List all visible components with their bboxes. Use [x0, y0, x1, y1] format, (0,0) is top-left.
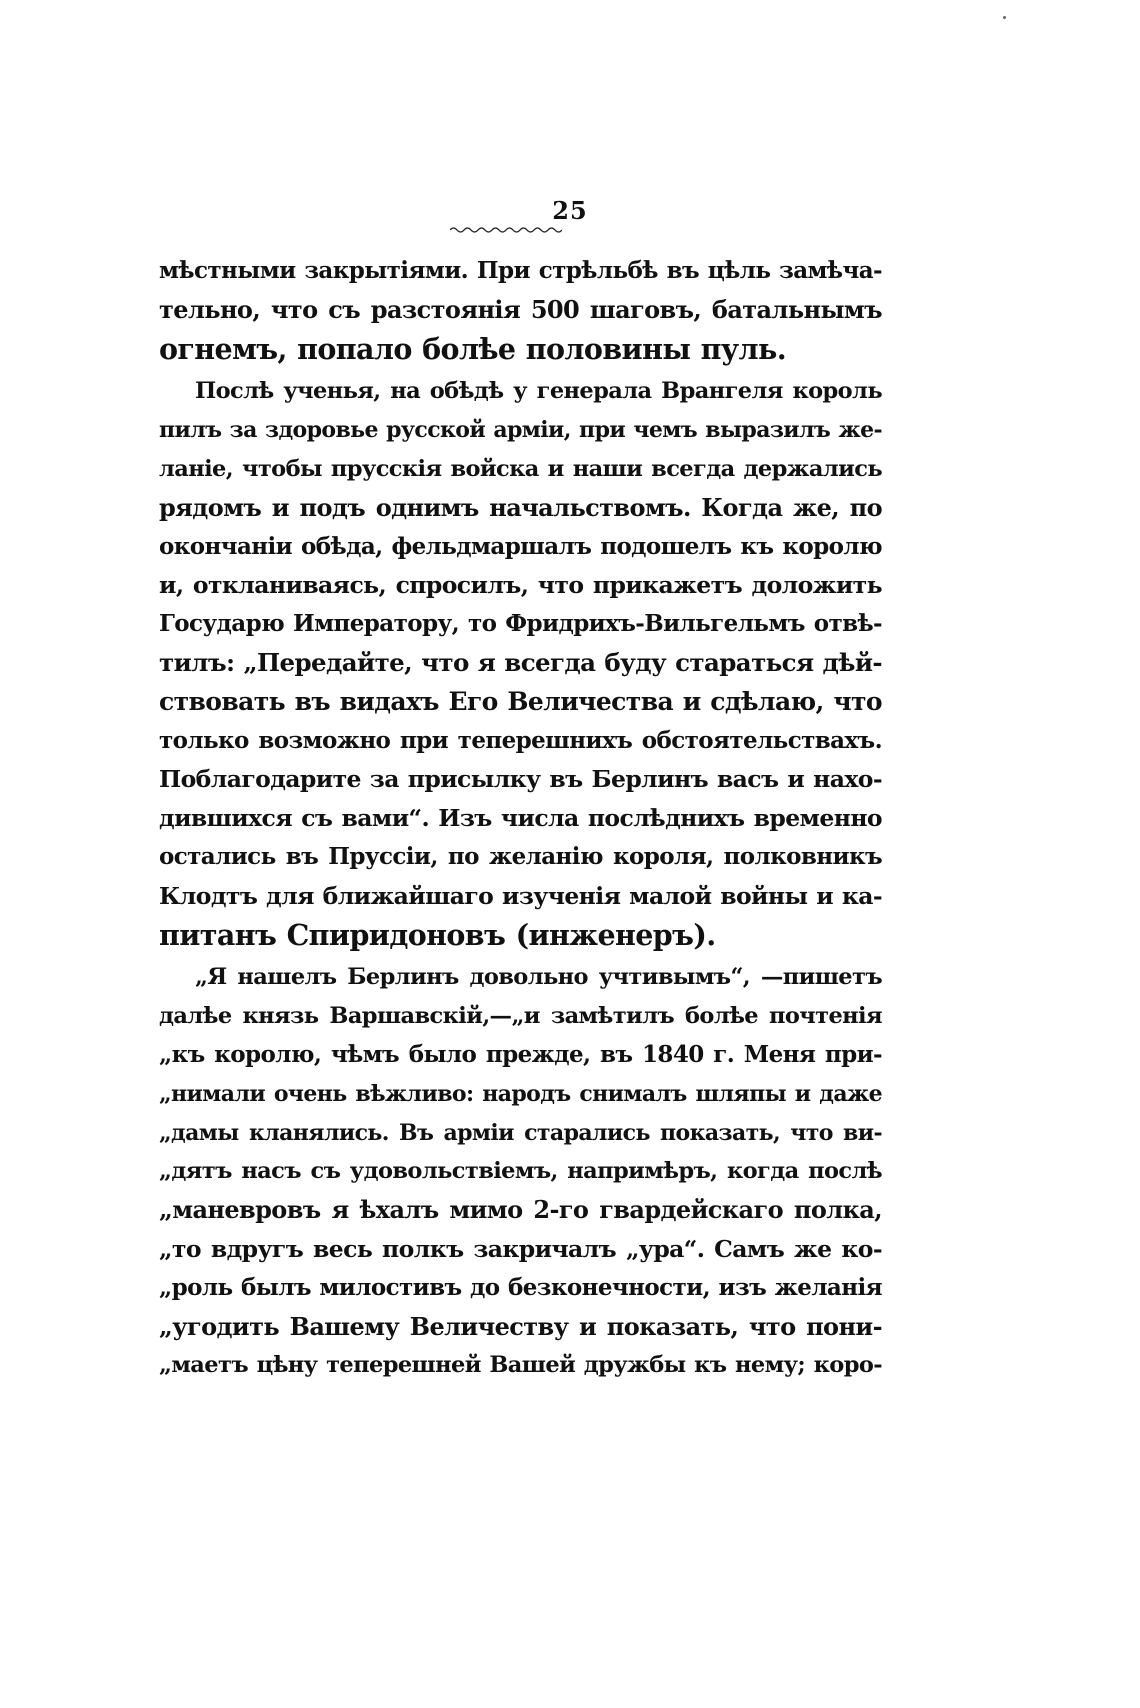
text-line: далѣе князь Варшавскій,—„и замѣтилъ болѣе почтенія — [159, 1003, 882, 1030]
text-line: остались въ Пруссіи, по желанію короля, полковникъ — [159, 842, 882, 870]
text-line: Послѣ ученья, на обѣдѣ у генерала Врангеля король — [195, 378, 882, 405]
text-line: „роль былъ милостивъ до безконечности, изъ желанія — [159, 1273, 882, 1301]
text-line: „нимали очень вѣжливо: народъ снималъ шляпы и даже — [159, 1080, 882, 1107]
page-number-ornament — [450, 226, 562, 234]
text-line: питанъ Спиридоновъ (инженеръ). — [159, 917, 716, 952]
text-line: только возможно при теперешнихъ обстоятельствахъ. — [159, 726, 882, 754]
text-line: пилъ за здоровье русской арміи, при чемъ выразилъ же- — [159, 417, 882, 444]
body-text — [159, 252, 882, 1385]
text-line: „то вдругъ весь полкъ закричалъ „ура“. Самъ же ко- — [159, 1234, 882, 1263]
text-line: „маетъ цѣну теперешней Вашей дружбы къ нему; коро- — [159, 1352, 882, 1379]
paragraph-2 — [159, 372, 882, 954]
text-line: ланіе, чтобы прусскія войска и наши всегда держались — [159, 455, 882, 482]
text-line: Поблагодарите за присылку въ Берлинъ васъ и нахо- — [159, 765, 882, 794]
text-line: Государю Императору, то Фридрихъ-Вильгельмъ отвѣ- — [159, 610, 882, 638]
text-line: „къ королю, чѣмъ было прежде, въ 1840 г. Меня при- — [159, 1040, 882, 1068]
text-line: „маневровъ я ѣхалъ мимо 2-го гвардейскаго полка, — [159, 1195, 882, 1225]
text-line: тилъ: „Передайте, что я всегда буду стараться дѣй- — [159, 647, 882, 677]
scan-speck — [1003, 16, 1006, 19]
page-number: 25 — [552, 196, 588, 225]
text-line: ствовать въ видахъ Его Величества и сдѣлаю, что — [159, 686, 882, 716]
text-line: и, откланиваясь, спросилъ, что прикажетъ доложить — [159, 571, 882, 600]
text-line: рядомъ и подъ однимъ начальствомъ. Когда же, по — [159, 492, 882, 522]
text-line: „дамы кланялись. Въ арміи старались показать, что ви- — [159, 1119, 882, 1146]
text-line: Клодтъ для ближайшаго изученія малой войны и ка- — [159, 881, 882, 910]
text-line: тельно, что съ разстоянія 500 шаговъ, батальнымъ — [159, 294, 882, 324]
text-line: огнемъ, попало болѣе половины пуль. — [159, 331, 787, 366]
text-line: окончаніи обѣда, фельдмаршалъ подошелъ къ королю — [159, 532, 882, 560]
paragraph-3 — [159, 958, 882, 1385]
paragraph-1 — [159, 252, 882, 368]
text-line: дившихся съ вами“. Изъ числа послѣднихъ временно — [159, 804, 882, 833]
text-line: „дятъ насъ съ удовольствіемъ, напримѣръ, когда послѣ — [159, 1158, 882, 1185]
text-line: „Я нашелъ Берлинъ довольно учтивымъ“, —пишетъ — [195, 964, 882, 991]
text-line: мѣстными закрытіями. При стрѣльбѣ въ цѣль замѣча- — [159, 257, 882, 284]
text-line: „угодить Вашему Величеству и показать, что пони- — [159, 1311, 882, 1341]
